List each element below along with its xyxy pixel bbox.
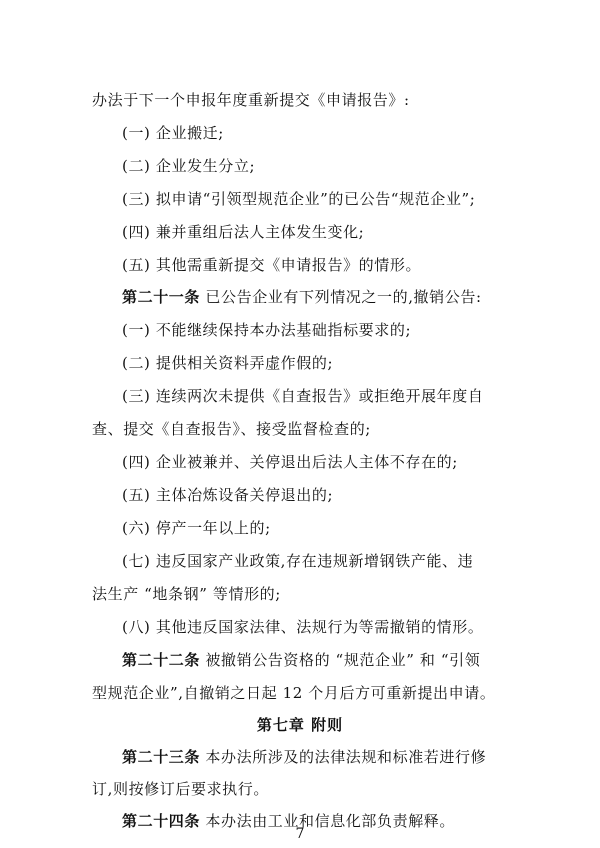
article-text: 本办法所涉及的法律法规和标准若进行修 [205, 748, 487, 766]
list-item: (七) 违反国家产业政策,存在违规新增钢铁产能、违 [122, 552, 474, 570]
list-item: (六) 停产一年以上的; [122, 519, 271, 537]
list-item: (四) 企业被兼并、关停退出后法人主体不存在的; [122, 453, 458, 471]
article-text: 已公告企业有下列情况之一的,撤销公告: [205, 288, 482, 306]
text-line: 法生产 “地条钢” 等情形的; [92, 585, 281, 603]
list-item: (三) 拟申请“引领型规范企业”的已公告“规范企业”; [122, 190, 476, 208]
list-item: (三) 连续两次未提供《自查报告》或拒绝开展年度自 [122, 387, 484, 405]
list-item: (一) 不能继续保持本办法基础指标要求的; [122, 321, 412, 339]
list-item: (五) 其他需重新提交《申请报告》的情形。 [122, 256, 422, 274]
article-number: 第二十三条 [122, 748, 201, 766]
list-item: (一) 企业搬迁; [122, 124, 224, 142]
article-text: 本办法由工业和信息化部负责解释。 [205, 812, 455, 830]
text-line: 办法于下一个申报年度重新提交《申请报告》: [92, 91, 410, 109]
list-item: (五) 主体冶炼设备关停退出的; [122, 486, 334, 504]
article-23 [0, 747, 600, 767]
list-item: (八) 其他违反国家法律、法规行为等需撤销的情形。 [122, 618, 484, 636]
text-line: 型规范企业”,自撤销之日起 12 个月后方可重新提出申请。 [92, 684, 496, 702]
article-number: 第二十四条 [122, 812, 201, 830]
article-text: 被撤销公告资格的 “规范企业” 和 “引领 [205, 651, 481, 669]
text-line: 查、提交《自查报告》、接受监督检查的; [92, 420, 371, 438]
list-item: (二) 提供相关资料弄虚作假的; [122, 354, 334, 372]
article-number: 第二十二条 [122, 651, 201, 669]
page-number: 7 [295, 826, 305, 842]
article-22 [0, 650, 600, 670]
article-21 [0, 287, 600, 307]
text-line: 订,则按修订后要求执行。 [92, 780, 269, 798]
list-item: (二) 企业发生分立; [122, 157, 256, 175]
list-item: (四) 兼并重组后法人主体发生变化; [122, 223, 365, 241]
article-number: 第二十一条 [122, 288, 201, 306]
chapter-heading: 第七章 附则 [256, 716, 344, 734]
